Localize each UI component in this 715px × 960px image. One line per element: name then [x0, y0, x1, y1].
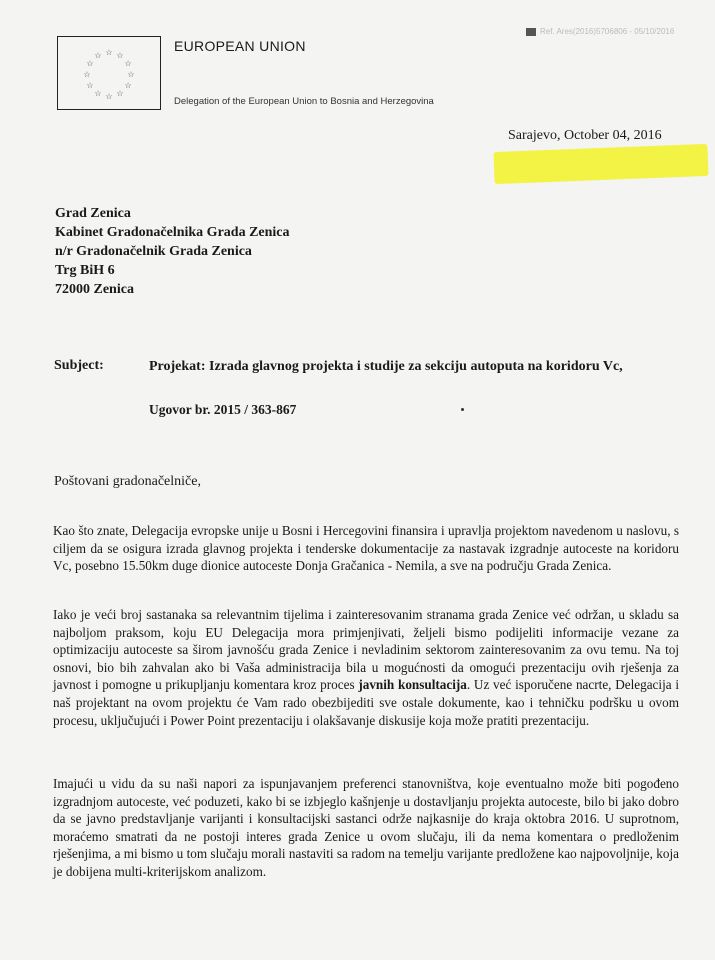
star-icon: ☆: [127, 70, 135, 79]
address-line: Kabinet Gradonačelnika Grada Zenica: [55, 225, 290, 240]
subject-label: Subject:: [54, 358, 104, 373]
paragraph-2: [53, 606, 679, 729]
address-line: Trg BiH 6: [55, 263, 115, 278]
stamp-text: Ref. Ares(2016)5706806 - 05/10/2016: [540, 27, 675, 36]
highlighter-mark: [493, 144, 708, 184]
org-name: EUROPEAN UNION: [174, 38, 306, 54]
paragraph-2-bold: javnih konsultacija: [358, 677, 467, 693]
ink-dot: [461, 408, 464, 411]
star-icon: ☆: [83, 70, 91, 79]
eu-flag-icon: [57, 36, 161, 110]
star-icon: ☆: [94, 50, 102, 60]
reference-stamp: [526, 27, 706, 37]
star-icon: ☆: [94, 89, 102, 99]
star-icon: ☆: [105, 48, 113, 57]
stamp-icon: [526, 28, 536, 36]
star-icon: ☆: [105, 92, 113, 101]
star-icon: ☆: [124, 81, 132, 90]
star-icon: ☆: [116, 89, 124, 99]
star-icon: ☆: [86, 59, 94, 68]
recipient-address: [55, 204, 290, 299]
address-line: 72000 Zenica: [55, 282, 134, 297]
letter-date: Sarajevo, October 04, 2016: [508, 128, 662, 143]
star-icon: ☆: [86, 81, 94, 90]
address-line: n/r Gradonačelnik Grada Zenica: [55, 244, 252, 259]
paragraph-2-rest: . Uz već isporučene nacrte, Delegacija i naš projektant na ovom projektu će Vam rado obezbijediti sve ostale dokumente, kao i tehničku podršku u ovom procesu, uključujući i Power Point prezentaciju i olakšavanje diskusije koja može pratiti prezentaciju.: [53, 677, 679, 728]
paragraph-3: Imajući u vidu da su naši napori za ispunjavanjem preferenci stanovništva, koje eventualno može biti pogođeno izgradnjom autoceste, već poduzeti, kako bi se izbjeglo kašnjenje u dostavljanju projekta autoceste, bilo bi jako dobro da se javno predstavljanje varijanti i konsultacijski sastanci održe najkasnije do kraja oktobra 2016. U suprotnom, moraćemo smatrati da ne postoji interes grada Zenice u ovom slučaju, ili da nema komentara o predloženim rješenjima, a mi bismo u tom slučaju morali nastaviti sa radom na temelju varijante predložene kao najpovoljnije, koja je dobijena multi-kriterijskom analizom.: [53, 776, 679, 879]
star-icon: ☆: [116, 50, 124, 60]
star-icon: ☆: [124, 59, 132, 68]
subject-text: Projekat: Izrada glavnog projekta i studije za sekciju autoputa na koridoru Vc,: [149, 359, 623, 374]
contract-number: Ugovor br. 2015 / 363-867: [149, 402, 297, 417]
paragraph-1: Kao što znate, Delegacija evropske unije u Bosni i Hercegovini finansira i upravlja projektom navedenom u naslovu, s ciljem da se osigura izrada glavnog projekta i tenderske dokumentacije za nastavak izgradnje autoceste na koridoru Vc, posebno 15.50km duge dionice autoceste Donja Gračanica - Nemila, a sve na području Grada Zenica.: [53, 523, 679, 574]
address-line: Grad Zenica: [55, 206, 131, 221]
salutation: Poštovani gradonačelniče,: [54, 474, 201, 489]
delegation-name: Delegation of the European Union to Bosnia and Herzegovina: [174, 96, 434, 107]
paragraph-2-text: Iako je veći broj sastanaka sa relevantnim tijelima i zainteresovanim stranama grada Zenice već održan, u skladu sa najboljom praksom, koju EU Delegacija mora primjenjivati, željeli bismo podijeliti informacije vezane za optimizaciju autoceste sa širom javnošću grada Zenice i nevladinim sektorom zainteresovanim za ovu temu. Na toj osnovi, bio bih zahvalan ako bi Vaša administracija bila u mogućnosti da omogući prezentaciju ovih rješenja za javnost i pomogne u prikupljanju komentara kroz proces: [53, 607, 679, 693]
